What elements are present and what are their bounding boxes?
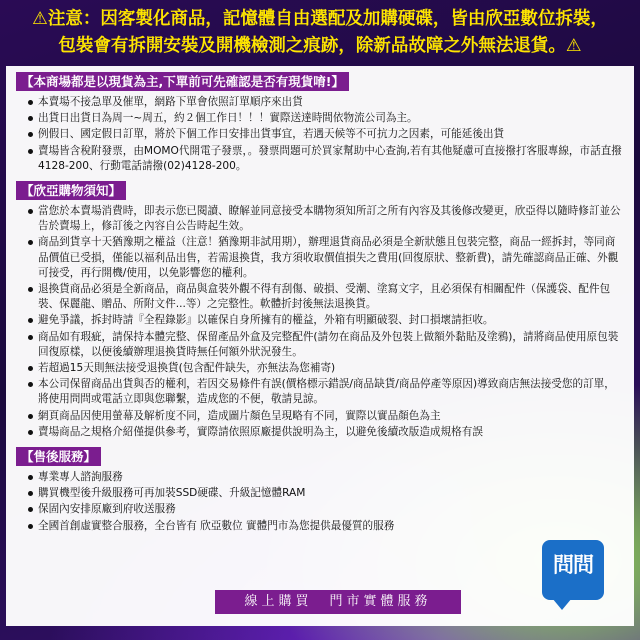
list-item: 本賣場不接急單及催單，網路下單會依照訂單順序來出貨 [28,95,622,110]
policy-panel [6,66,634,626]
stock-list [6,95,634,174]
list-item: 商品到貨享十天猶豫期之權益（注意！猶豫期非試用期），辦理退貨商品必須是全新狀態且包裝完整，商品一經拆封，等同商品價值已受損，僅能以福利品出售，若需退換貨，我方須收取價值損失之費用(回復原狀、整新費)，請先確認商品正確、外觀可接受，再行開機/使用，以免影響您的權利。 [28,235,622,281]
list-item: 賣場皆含稅附發票，由MOMO代開電子發票，。發票問題可於買家幫助中心查詢,若有其他疑慮可直接撥打客服專線，市話直撥4128-200、行動電話請撥(02)4128-200。 [28,144,622,174]
notice-line-1: ⚠注意：因客製化商品，記憶體自由選配及加購硬碟，皆由欣亞數位拆裝， [32,9,608,29]
list-item: 全國首創虛實整合服務，全台皆有 欣亞數位 實體門市為您提供最優質的服務 [28,519,622,534]
notice-line-2: 包裝會有拆開安裝及開機檢測之痕跡，除新品故障之外無法退貨。⚠ [58,36,582,56]
list-item: 出貨日出貨日為周一~周五，約２個工作日！！！實際送達時間依物流公司為主。 [28,111,622,126]
section-stock [6,66,634,174]
list-item: 避免爭議，拆封時請『全程錄影』以確保自身所擁有的權益，外箱有明顯破裂、封口損壞請拒收。 [28,313,622,328]
qa-chat-icon[interactable]: 問問 [542,540,604,600]
section-shopping-notice [6,175,634,440]
list-item: 本公司保留商品出貨與否的權利，若因交易條件有誤(價格標示錯誤/商品缺貨/商品停產等原因)導致商店無法接受您的訂單，將使用問問或電話立即與您聯繫，造成您的不便，敬請見諒。 [28,377,622,407]
list-item: 退換貨商品必須是全新商品，商品與盒裝外觀不得有刮傷、破損、受潮、塗寫文字，且必須保有相關配件（保護袋、配件包裝、保麗龍、贈品、所附文件...等）之完整性。軟體折封後無法退換貨。 [28,282,622,312]
list-item: 當您於本賣場消費時，即表示您已閱讀、瞭解並同意接受本購物須知所訂之所有內容及其後修改變更，欣亞得以隨時修訂並公告於賣場上，修訂後之內容自公告時起生效。 [28,204,622,234]
list-item: 保固內安排原廠到府收送服務 [28,502,622,517]
notice-banner [0,6,640,60]
list-item: 例假日、國定假日訂單，將於下個工作日安排出貨事宜，若遇天候等不可抗力之因素，可能延後出貨 [28,127,622,142]
after-sales-list [6,470,634,534]
list-item: 網頁商品因使用螢幕及解析度不同，造成圖片顏色呈現略有不同，實際以實品顏色為主 [28,409,622,424]
section-title-after-sales: 【售後服務】 [16,447,101,466]
footer-banner: 線上購買 門市實體服務 [215,590,461,614]
list-item: 專業專人諮詢服務 [28,470,622,485]
shopping-notice-list [6,204,634,440]
list-item: 賣場商品之規格介紹僅提供參考，實際請依照原廠提供說明為主，以避免後續改版造成規格有誤 [28,425,622,440]
section-title-shopping-notice: 【欣亞購物須知】 [16,181,126,200]
section-after-sales [6,441,634,534]
list-item: 商品如有瑕疵，請保持本體完整、保留產品外盒及完整配件(請勿在商品及外包裝上做額外黏貼及塗鴉)，請將商品使用原包裝回復原樣，以便後續辦理退換貨時無任何額外狀況發生。 [28,330,622,360]
list-item: 若超過15天則無法接受退換貨(包含配件缺失，亦無法為您補寄) [28,361,622,376]
section-title-stock: 【本商場都是以現貨為主,下單前可先確認是否有現貨唷!】 [16,72,349,91]
list-item: 購買機型後升級服務可再加裝SSD硬碟、升級記憶體RAM [28,486,622,501]
